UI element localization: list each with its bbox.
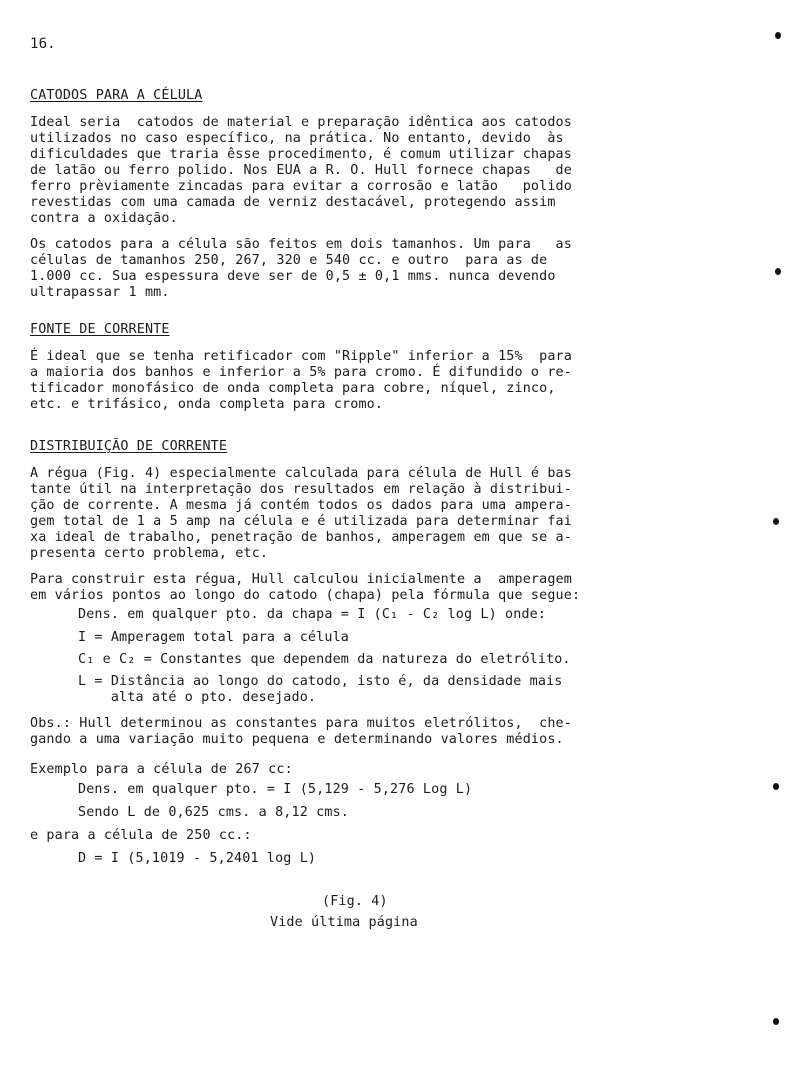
text-line: células de tamanhos 250, 267, 320 e 540 cc. e outro para as de (30, 253, 548, 268)
section-heading-fonte: FONTE DE CORRENTE (30, 322, 170, 337)
punch-hole (773, 518, 779, 525)
text-line: A régua (Fig. 4) especialmente calculada para célula de Hull é bas (30, 466, 572, 481)
text-line: gem total de 1 a 5 amp na célula e é utilizada para determinar fai (30, 514, 572, 529)
text-line: contra a oxidação. (30, 211, 178, 226)
example2-intro: e para a célula de 250 cc.: (30, 828, 252, 843)
text-line: É ideal que se tenha retificador com "Ripple" inferior a 15% para (30, 349, 572, 364)
section-heading-distribuicao: DISTRIBUIÇÃO DE CORRENTE (30, 439, 228, 454)
text-line: ferro prèviamente zincadas para evitar a corrosão e latão polido (30, 179, 572, 194)
text-line: dificuldades que traria êsse procedimento, é comum utilizar chapas (30, 147, 572, 162)
definition-line: L = Distância ao longo do catodo, isto é, da densidade mais (78, 674, 563, 689)
text-line: Os catodos para a célula são feitos em dois tamanhos. Um para as (30, 237, 572, 252)
text-line: 1.000 cc. Sua espessura deve ser de 0,5 ± 0,1 mms. nunca devendo (30, 269, 556, 284)
text-line: ultrapassar 1 mm. (30, 285, 170, 300)
text-line: revestidas com uma camada de verniz destacável, protegendo assim (30, 195, 556, 210)
text-line: utilizados no caso específico, na prática. No entanto, devido às (30, 131, 564, 146)
text-line: gando a uma variação muito pequena e determinando valores médios. (30, 732, 564, 747)
text-line: tante útil na interpretação dos resultados em relação à distribui- (30, 482, 572, 497)
text-line: tificador monofásico de onda completa para cobre, níquel, zinco, (30, 381, 556, 396)
text-line: Para construir esta régua, Hull calculou inicialmente a amperagem (30, 572, 572, 587)
text-line: xa ideal de trabalho, penetração de banhos, amperagem em que se a- (30, 530, 572, 545)
example-range: Sendo L de 0,625 cms. a 8,12 cms. (78, 805, 349, 820)
text-line: presenta certo problema, etc. (30, 546, 269, 561)
text-line: em vários pontos ao longo do catodo (chapa) pela fórmula que segue: (30, 588, 581, 603)
figure-note: Vide última página (270, 915, 418, 930)
example2-formula: D = I (5,1019 - 5,2401 log L) (78, 851, 317, 866)
text-line: ção de corrente. A mesma já contém todos os dados para uma ampera- (30, 498, 572, 513)
figure-caption: (Fig. 4) (322, 894, 388, 909)
punch-hole (775, 32, 781, 39)
page-number: 16. (30, 36, 56, 52)
definition-line: alta até o pto. desejado. (78, 690, 317, 705)
text-line: Obs.: Hull determinou as constantes para muitos eletrólitos, che- (30, 716, 572, 731)
example-intro: Exemplo para a célula de 267 cc: (30, 762, 293, 777)
definition-line: C₁ e C₂ = Constantes que dependem da natureza do eletrólito. (78, 652, 571, 667)
section-heading-catodos: CATODOS PARA A CÉLULA (30, 88, 203, 103)
punch-hole (775, 268, 781, 275)
punch-hole (773, 1018, 779, 1025)
text-line: Ideal seria catodos de material e preparação idêntica aos catodos (30, 115, 572, 130)
text-line: de latão ou ferro polido. Nos EUA a R. O. Hull fornece chapas de (30, 163, 572, 178)
formula-density: Dens. em qualquer pto. da chapa = I (C₁ - C₂ log L) onde: (78, 607, 547, 622)
text-line: etc. e trifásico, onda completa para cromo. (30, 397, 384, 412)
text-line: a maioria dos banhos e inferior a 5% para cromo. É difundido o re- (30, 365, 572, 380)
punch-hole (773, 783, 779, 790)
definition-line: I = Amperagem total para a célula (78, 630, 349, 645)
example-formula: Dens. em qualquer pto. = I (5,129 - 5,276 Log L) (78, 782, 473, 797)
